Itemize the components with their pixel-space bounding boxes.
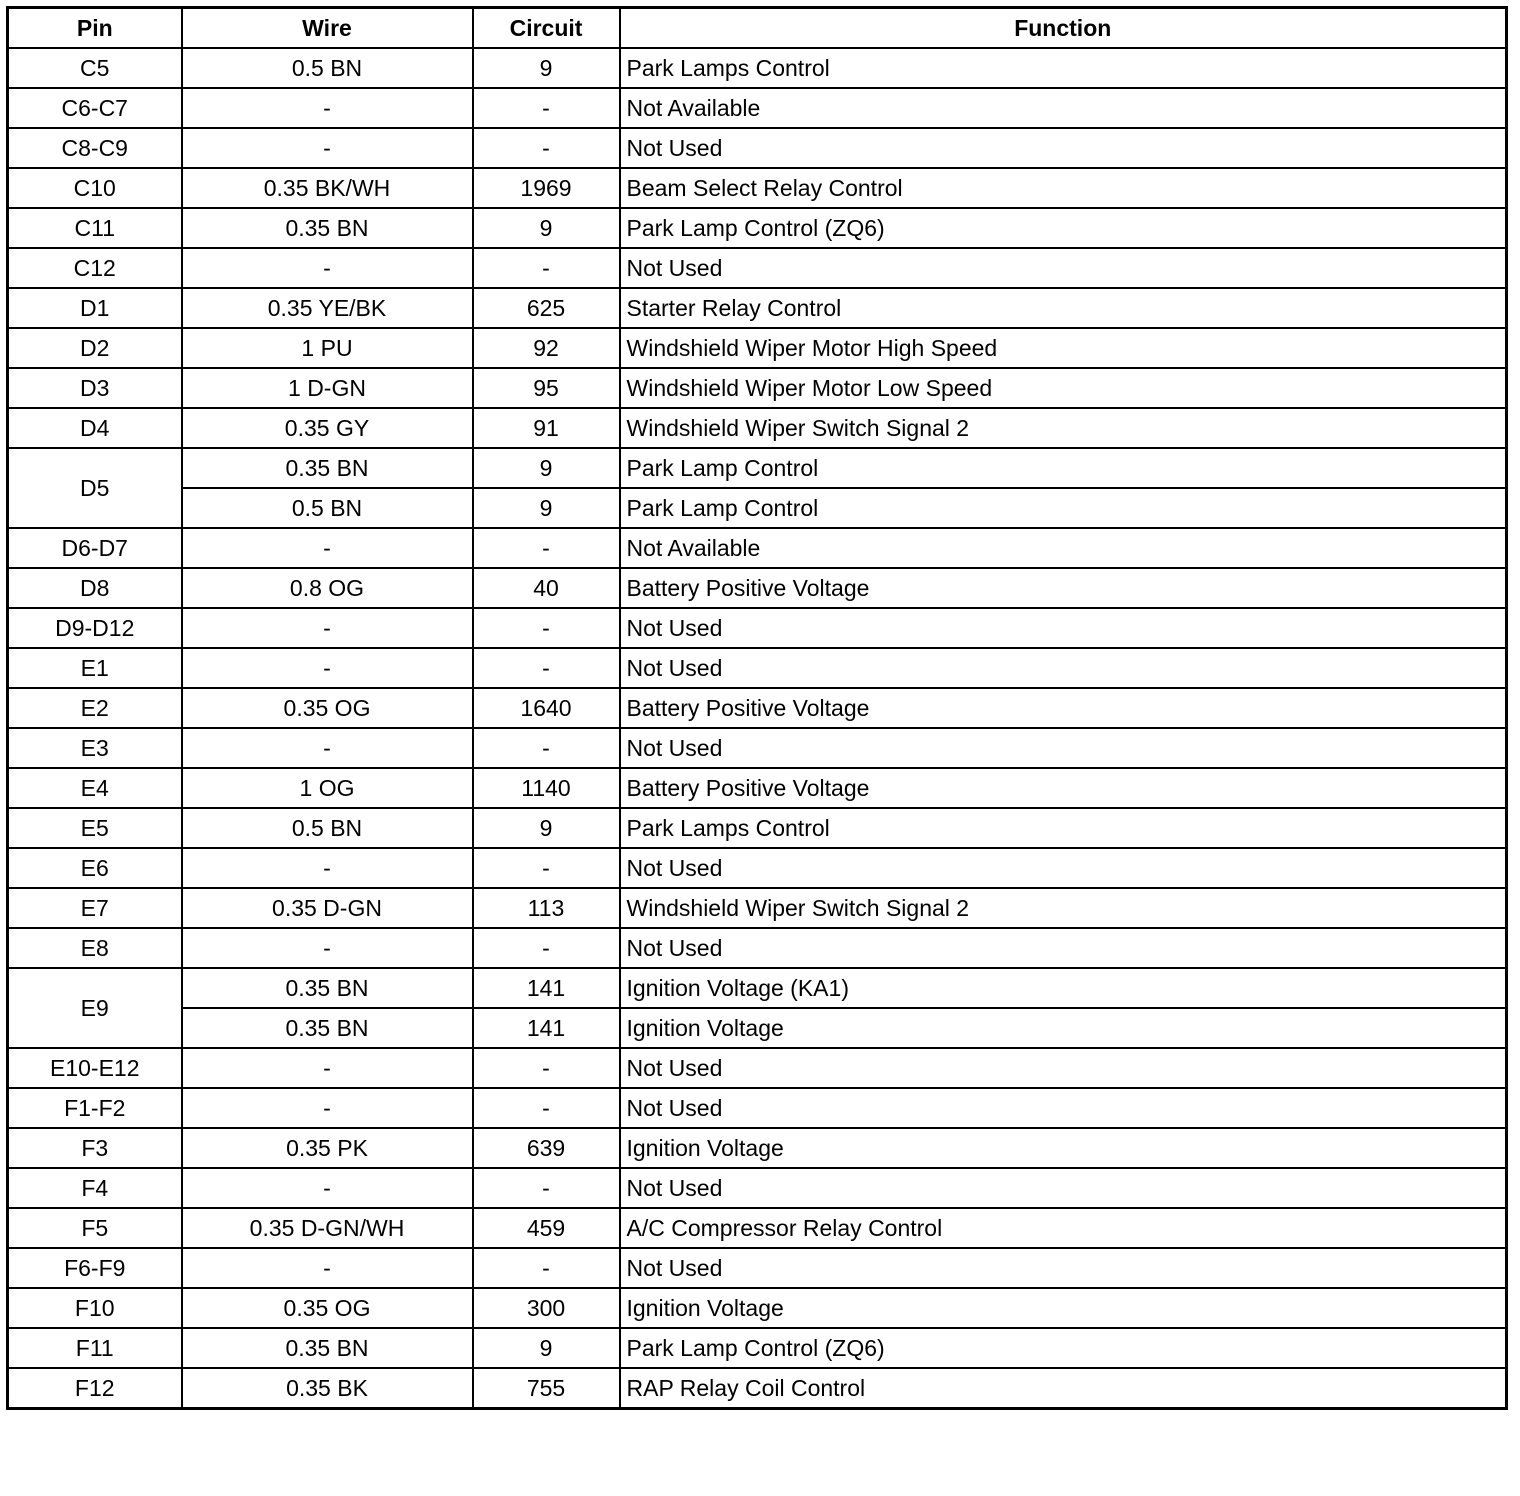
header-function: Function: [620, 8, 1507, 49]
circuit-cell: -: [473, 528, 620, 568]
wire-cell: -: [182, 528, 473, 568]
pin-cell: E9: [8, 968, 182, 1048]
table-row: [8, 848, 1507, 888]
circuit-cell: -: [473, 608, 620, 648]
function-cell: Not Used: [620, 1248, 1507, 1288]
table-row: [8, 208, 1507, 248]
wire-cell: 0.35 BN: [182, 448, 473, 488]
function-cell: Beam Select Relay Control: [620, 168, 1507, 208]
function-cell: Not Available: [620, 88, 1507, 128]
circuit-cell: -: [473, 1168, 620, 1208]
circuit-cell: 9: [473, 448, 620, 488]
header-row: [8, 8, 1507, 49]
function-cell: Battery Positive Voltage: [620, 768, 1507, 808]
table-row: [8, 328, 1507, 368]
wire-cell: -: [182, 648, 473, 688]
pin-cell: E2: [8, 688, 182, 728]
circuit-cell: -: [473, 848, 620, 888]
wire-cell: 1 OG: [182, 768, 473, 808]
circuit-cell: 95: [473, 368, 620, 408]
pin-cell: F5: [8, 1208, 182, 1248]
pin-cell: E3: [8, 728, 182, 768]
function-cell: Ignition Voltage: [620, 1008, 1507, 1048]
circuit-cell: 113: [473, 888, 620, 928]
wire-cell: 0.35 BK: [182, 1368, 473, 1409]
header-circuit: Circuit: [473, 8, 620, 49]
function-cell: Windshield Wiper Motor High Speed: [620, 328, 1507, 368]
circuit-cell: -: [473, 1248, 620, 1288]
pin-cell: D9-D12: [8, 608, 182, 648]
pin-cell: E4: [8, 768, 182, 808]
wire-cell: -: [182, 1088, 473, 1128]
circuit-cell: -: [473, 1048, 620, 1088]
circuit-cell: -: [473, 1088, 620, 1128]
wire-cell: 0.35 D-GN: [182, 888, 473, 928]
table-row: [8, 1368, 1507, 1409]
table-row: [8, 48, 1507, 88]
circuit-cell: 40: [473, 568, 620, 608]
table-row: [8, 1008, 1507, 1048]
pin-cell: F6-F9: [8, 1248, 182, 1288]
wire-cell: -: [182, 248, 473, 288]
header-wire: Wire: [182, 8, 473, 49]
wire-cell: 0.35 BN: [182, 208, 473, 248]
circuit-cell: 1640: [473, 688, 620, 728]
function-cell: Windshield Wiper Switch Signal 2: [620, 888, 1507, 928]
wire-cell: 0.35 GY: [182, 408, 473, 448]
table-row: [8, 128, 1507, 168]
pin-cell: C6-C7: [8, 88, 182, 128]
wire-cell: -: [182, 1248, 473, 1288]
circuit-cell: 639: [473, 1128, 620, 1168]
table-row: [8, 1288, 1507, 1328]
wire-cell: 0.35 BK/WH: [182, 168, 473, 208]
table-body: [8, 48, 1507, 1409]
function-cell: Not Used: [620, 1168, 1507, 1208]
function-cell: Not Used: [620, 128, 1507, 168]
circuit-cell: 9: [473, 1328, 620, 1368]
function-cell: Not Available: [620, 528, 1507, 568]
function-cell: Park Lamp Control: [620, 488, 1507, 528]
function-cell: Park Lamps Control: [620, 48, 1507, 88]
function-cell: Not Used: [620, 648, 1507, 688]
circuit-cell: 91: [473, 408, 620, 448]
pin-cell: C12: [8, 248, 182, 288]
circuit-cell: 300: [473, 1288, 620, 1328]
wire-cell: 0.35 OG: [182, 1288, 473, 1328]
wire-cell: -: [182, 608, 473, 648]
function-cell: Not Used: [620, 1088, 1507, 1128]
wire-cell: 0.35 PK: [182, 1128, 473, 1168]
circuit-cell: 141: [473, 1008, 620, 1048]
circuit-cell: 625: [473, 288, 620, 328]
pin-cell: D2: [8, 328, 182, 368]
table-row: [8, 88, 1507, 128]
circuit-cell: 459: [473, 1208, 620, 1248]
wire-cell: 0.5 BN: [182, 48, 473, 88]
table-row: [8, 248, 1507, 288]
pin-cell: D6-D7: [8, 528, 182, 568]
table-row: [8, 888, 1507, 928]
table-row: [8, 1208, 1507, 1248]
circuit-cell: 9: [473, 488, 620, 528]
function-cell: Not Used: [620, 608, 1507, 648]
table-row: [8, 768, 1507, 808]
circuit-cell: -: [473, 88, 620, 128]
pin-cell: C5: [8, 48, 182, 88]
table-row: [8, 728, 1507, 768]
function-cell: Park Lamp Control (ZQ6): [620, 208, 1507, 248]
table-header: [8, 8, 1507, 49]
table-row: [8, 1248, 1507, 1288]
table-row: [8, 168, 1507, 208]
circuit-cell: -: [473, 928, 620, 968]
table-row: [8, 928, 1507, 968]
table-row: [8, 1328, 1507, 1368]
wire-cell: 0.35 D-GN/WH: [182, 1208, 473, 1248]
circuit-cell: 9: [473, 48, 620, 88]
pin-cell: F1-F2: [8, 1088, 182, 1128]
function-cell: Park Lamp Control (ZQ6): [620, 1328, 1507, 1368]
wire-cell: 0.35 BN: [182, 1008, 473, 1048]
pin-cell: C10: [8, 168, 182, 208]
function-cell: Not Used: [620, 728, 1507, 768]
wire-cell: 0.5 BN: [182, 488, 473, 528]
wire-cell: 1 D-GN: [182, 368, 473, 408]
table-row: [8, 408, 1507, 448]
pin-cell: F12: [8, 1368, 182, 1409]
circuit-cell: -: [473, 248, 620, 288]
function-cell: Not Used: [620, 848, 1507, 888]
circuit-cell: 1969: [473, 168, 620, 208]
pin-cell: D3: [8, 368, 182, 408]
circuit-cell: -: [473, 648, 620, 688]
pin-cell: E8: [8, 928, 182, 968]
table-row: [8, 808, 1507, 848]
table-row: [8, 448, 1507, 488]
wire-cell: -: [182, 128, 473, 168]
wire-cell: 1 PU: [182, 328, 473, 368]
pin-cell: E7: [8, 888, 182, 928]
pin-cell: D8: [8, 568, 182, 608]
pin-cell: F3: [8, 1128, 182, 1168]
table-row: [8, 568, 1507, 608]
function-cell: Battery Positive Voltage: [620, 688, 1507, 728]
function-cell: Ignition Voltage: [620, 1288, 1507, 1328]
function-cell: Ignition Voltage: [620, 1128, 1507, 1168]
function-cell: Not Used: [620, 248, 1507, 288]
function-cell: Windshield Wiper Switch Signal 2: [620, 408, 1507, 448]
wire-cell: 0.35 BN: [182, 1328, 473, 1368]
wire-cell: 0.35 YE/BK: [182, 288, 473, 328]
function-cell: Park Lamps Control: [620, 808, 1507, 848]
function-cell: RAP Relay Coil Control: [620, 1368, 1507, 1409]
table-row: [8, 288, 1507, 328]
table-row: [8, 648, 1507, 688]
function-cell: Ignition Voltage (KA1): [620, 968, 1507, 1008]
wire-cell: 0.8 OG: [182, 568, 473, 608]
table-row: [8, 968, 1507, 1008]
pin-cell: E5: [8, 808, 182, 848]
pin-cell: D4: [8, 408, 182, 448]
table-row: [8, 528, 1507, 568]
pin-cell: E10-E12: [8, 1048, 182, 1088]
circuit-cell: 92: [473, 328, 620, 368]
table-row: [8, 1088, 1507, 1128]
wire-cell: 0.35 BN: [182, 968, 473, 1008]
function-cell: Park Lamp Control: [620, 448, 1507, 488]
wire-cell: 0.35 OG: [182, 688, 473, 728]
wire-cell: -: [182, 1048, 473, 1088]
table-row: [8, 1048, 1507, 1088]
wire-cell: -: [182, 928, 473, 968]
pin-cell: D5: [8, 448, 182, 528]
circuit-cell: -: [473, 728, 620, 768]
pin-cell: D1: [8, 288, 182, 328]
table-row: [8, 688, 1507, 728]
pin-cell: F4: [8, 1168, 182, 1208]
table-row: [8, 1168, 1507, 1208]
pin-cell: C11: [8, 208, 182, 248]
circuit-cell: -: [473, 128, 620, 168]
table-row: [8, 608, 1507, 648]
pin-cell: F10: [8, 1288, 182, 1328]
header-pin: Pin: [8, 8, 182, 49]
pin-cell: F11: [8, 1328, 182, 1368]
pin-table: [6, 6, 1508, 1410]
wire-cell: -: [182, 88, 473, 128]
wire-cell: -: [182, 728, 473, 768]
wire-cell: -: [182, 1168, 473, 1208]
function-cell: Battery Positive Voltage: [620, 568, 1507, 608]
circuit-cell: 9: [473, 808, 620, 848]
circuit-cell: 1140: [473, 768, 620, 808]
table-row: [8, 488, 1507, 528]
table-row: [8, 368, 1507, 408]
function-cell: Not Used: [620, 928, 1507, 968]
pin-cell: E6: [8, 848, 182, 888]
circuit-cell: 141: [473, 968, 620, 1008]
function-cell: Windshield Wiper Motor Low Speed: [620, 368, 1507, 408]
wire-cell: 0.5 BN: [182, 808, 473, 848]
table-row: [8, 1128, 1507, 1168]
function-cell: Not Used: [620, 1048, 1507, 1088]
circuit-cell: 755: [473, 1368, 620, 1409]
pin-cell: E1: [8, 648, 182, 688]
function-cell: Starter Relay Control: [620, 288, 1507, 328]
circuit-cell: 9: [473, 208, 620, 248]
function-cell: A/C Compressor Relay Control: [620, 1208, 1507, 1248]
wire-cell: -: [182, 848, 473, 888]
pin-cell: C8-C9: [8, 128, 182, 168]
